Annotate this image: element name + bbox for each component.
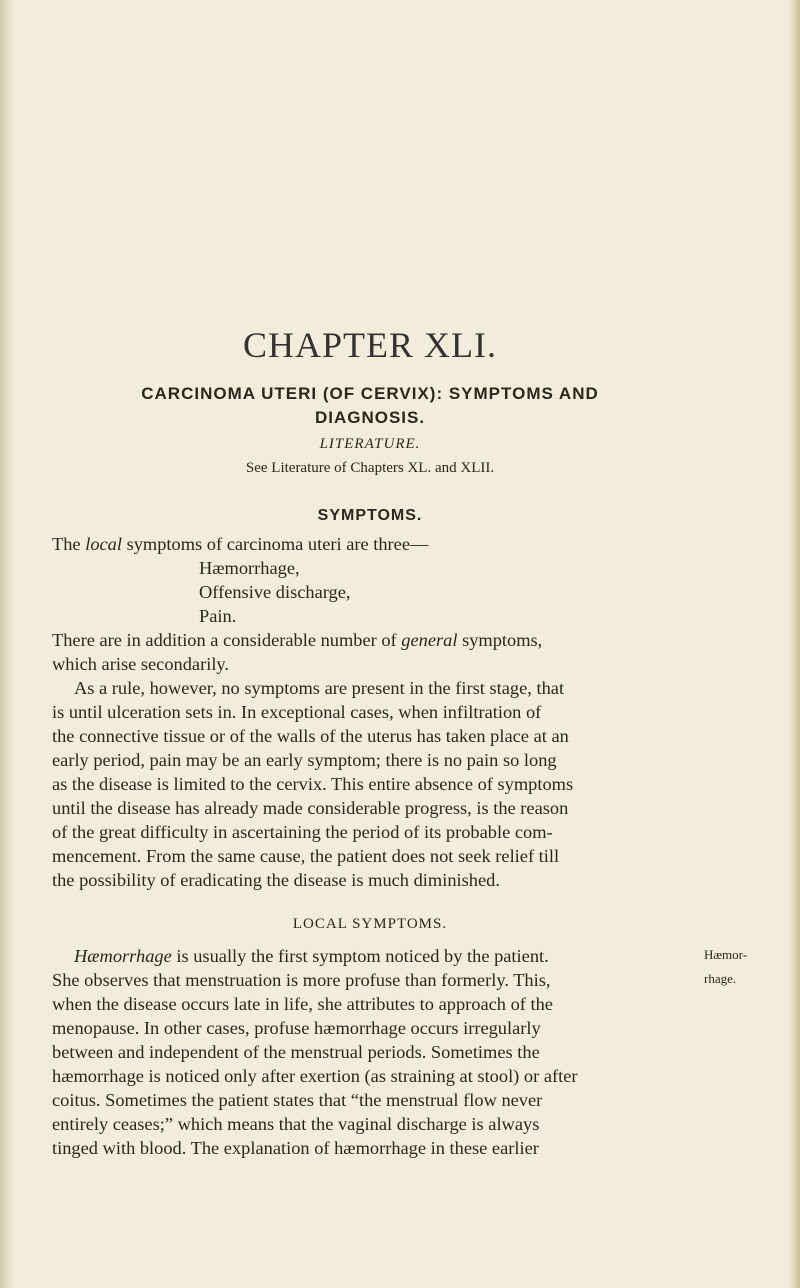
subtitle-line: DIAGNOSIS. [314, 408, 426, 427]
haemorrhage-line: She observes that menstruation is more profuse than formerly. This, [52, 970, 551, 990]
paragraph-line: the possibility of eradicating the disease is much diminished. [52, 870, 500, 890]
general-line: There are in addition a considerable number of general symptoms, [52, 630, 543, 650]
chapter-title: CHAPTER XLI. [243, 325, 497, 365]
literature-heading: LITERATURE. [319, 436, 421, 452]
page-fore-edge [788, 0, 800, 1288]
haemorrhage-line: when the disease occurs late in life, she attributes to approach of the [52, 994, 553, 1014]
page-binding-edge [0, 0, 14, 1288]
margin-note: Hæmor- [704, 947, 748, 962]
symptom-list-item: Hæmorrhage, [199, 558, 300, 578]
paragraph-line: As a rule, however, no symptoms are present in the first stage, that [74, 678, 565, 698]
margin-note: rhage. [704, 971, 737, 986]
intro-line: The local symptoms of carcinoma uteri are three— [52, 534, 429, 554]
haemorrhage-line: between and independent of the menstrual periods. Sometimes the [52, 1042, 540, 1062]
haemorrhage-line: coitus. Sometimes the patient states that “the menstrual flow never [52, 1090, 543, 1110]
haemorrhage-first-line: Hæmorrhage is usually the first symptom noticed by the patient. [74, 946, 549, 966]
paragraph-line: is until ulceration sets in. In exceptional cases, when infiltration of [52, 702, 542, 722]
symptom-list-item: Pain. [199, 606, 237, 626]
haemorrhage-line: tinged with blood. The explanation of hæmorrhage in these earlier [52, 1138, 539, 1158]
symptoms-heading: SYMPTOMS. [317, 507, 423, 524]
haemorrhage-line: hæmorrhage is noticed only after exertion (as straining at stool) or after [52, 1066, 578, 1086]
literature-reference: See Literature of Chapters XL. and XLII. [245, 460, 495, 476]
subtitle-line: CARCINOMA UTERI (OF CERVIX): SYMPTOMS AND [141, 384, 599, 403]
paragraph-line: mencement. From the same cause, the patient does not seek relief till [52, 846, 560, 866]
haemorrhage-line: menopause. In other cases, profuse hæmorrhage occurs irregularly [52, 1018, 541, 1038]
paragraph-line: until the disease has already made considerable progress, is the reason [52, 798, 569, 818]
paragraph-line: as the disease is limited to the cervix. This entire absence of symptoms [52, 774, 574, 794]
chapter-subtitle [40, 382, 700, 430]
paragraph-line: of the great difficulty in ascertaining the period of its probable com- [52, 822, 553, 842]
paragraph-line: the connective tissue or of the walls of the uterus has taken place at an [52, 726, 569, 746]
general-line: which arise secondarily. [52, 654, 230, 674]
haemorrhage-line: entirely ceases;” which means that the vaginal discharge is always [52, 1114, 540, 1134]
paragraph-line: early period, pain may be an early symptom; there is no pain so long [52, 750, 557, 770]
local-symptoms-heading: LOCAL SYMPTOMS. [292, 916, 448, 932]
symptom-list-item: Offensive discharge, [199, 582, 351, 602]
